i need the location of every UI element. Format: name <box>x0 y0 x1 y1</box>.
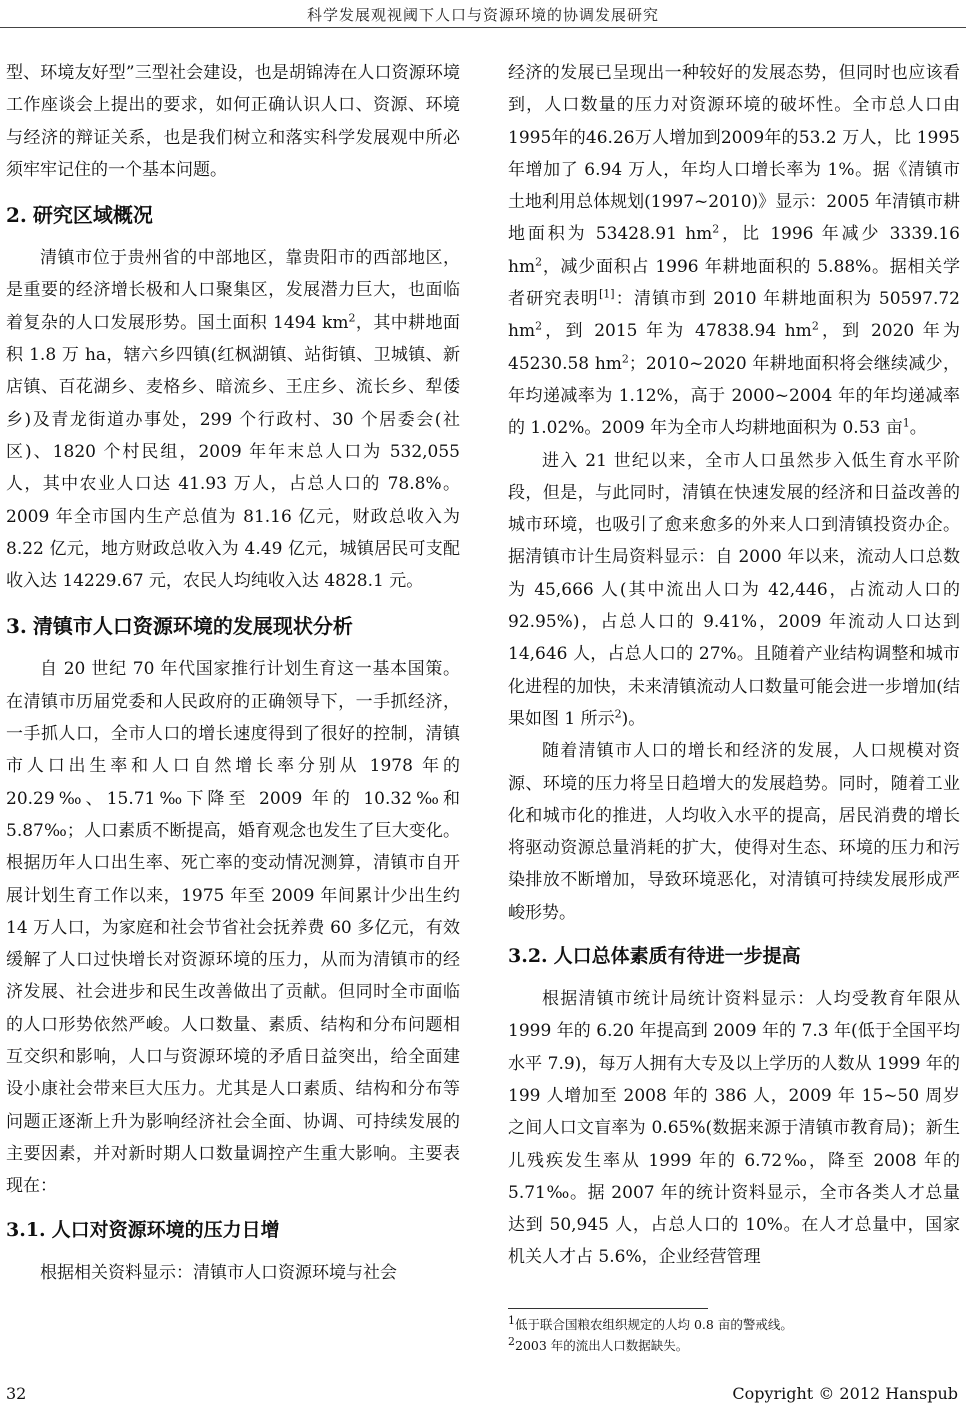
text-run: ，比 1996 年减少 3339.16 hm <box>508 224 960 277</box>
paragraph-region-overview <box>6 242 460 597</box>
footnote-rule <box>508 1308 708 1309</box>
text-run: ；2010~2020 年耕地面积将会继续减少，年均递减率为 1.12%，高于 2000~2004 年的年均递减率的 1.02%。2009 年为全市人均耕地面积为 0.53 亩 <box>508 353 960 439</box>
section-title: 清镇市人口资源环境的发展现状分析 <box>32 614 353 639</box>
footnote-2 <box>508 1335 960 1356</box>
superscript: 2 <box>621 352 629 366</box>
superscript: 2 <box>535 255 543 269</box>
header-rule <box>0 27 966 28</box>
copyright: Copyright © 2012 Hanspub <box>732 1384 958 1403</box>
section-title: 人口对资源环境的压力日增 <box>51 1218 280 1241</box>
left-column <box>6 57 460 1289</box>
text-run: ，减少面积占 1996 年耕地面积的 5.88%。据相关学者研究表明 <box>508 256 960 310</box>
right-column <box>508 57 960 1274</box>
footnote-1 <box>508 1314 960 1335</box>
footnote-text: 低于联合国粮农组织规定的人均 0.8 亩的警戒线。 <box>515 1317 793 1332</box>
footnote-ref[interactable]: 1 <box>902 416 910 430</box>
text-run: ，到 2015 年为 47838.94 hm <box>542 321 812 342</box>
section-number: 2. <box>6 203 27 228</box>
text-run: )。 <box>621 708 646 729</box>
running-header: 科学发展观视阈下人口与资源环境的协调发展研究 <box>306 6 659 24</box>
footnote-mark: 2 <box>508 1334 515 1348</box>
footnote-ref[interactable]: 2 <box>614 707 622 721</box>
paragraph-pressure-start: 根据相关资料显示：清镇市人口资源环境与社会 <box>40 1262 397 1283</box>
paragraph-education: 根据清镇市统计局统计资料显示：人均受教育年限从 1999 年的 6.20 年提高到 2009 年的 7.3 年(低于全国平均水平 7.9)，每万人拥有大专及以上学历的人数从 1999 年的 199 人增加至 2008 年的 386 人，2009 年 15~50 周岁之间人口文盲率为 0.65%(数据来源于清镇市教育局)；新生儿残疾发生率从 1999 年的 6.72‰，降至 2008 年的 5.71‰。据 2007 年的统计资料显示，全市各类人才总量达到 50,945 人，占总人口的 10%。在人才总量中，国家机关人才占 5.6%，企业经营管理 <box>508 989 960 1268</box>
citation-link[interactable]: [1] <box>598 287 615 301</box>
section-title: 研究区域概况 <box>32 203 153 228</box>
footnote-mark: 1 <box>508 1313 515 1327</box>
paragraph-land-use <box>508 57 960 445</box>
text-run: 。 <box>909 418 927 439</box>
text-run: 清镇市位于贵州省的中部地区，靠贵阳市的西部地区，是重要的经济增长极和人口聚集区，发展潜力巨大，也面临着复杂的人口发展形势。国土面积 1494 km <box>6 248 460 333</box>
section-2-heading <box>6 200 460 230</box>
section-3-2-heading <box>508 941 960 971</box>
paragraph-continuation: 型、环境友好型”三型社会建设，也是胡锦涛在人口资源环境工作座谈会上提出的要求，如何正确认识人口、资源、环境与经济的辩证关系，也是我们树立和落实科学发展观中所必须牢牢记住的一个基本问题。 <box>6 63 460 180</box>
section-3-heading <box>6 611 460 641</box>
superscript: 2 <box>712 222 720 236</box>
section-title: 人口总体素质有待进一步提高 <box>553 945 801 968</box>
section-number: 3. <box>6 614 27 639</box>
paragraph-family-planning: 自 20 世纪 70 年代国家推行计划生育这一基本国策。在清镇市历届党委和人民政府的正确领导下，一手抓经济，一手抓人口，全市人口的增长速度得到了很好的控制，清镇市人口出生率和人口自然增长率分别从 1978 年的 20.29‰、15.71‰下降至 2009 年的 10.32‰和 5.87‰；人口素质不断提高，婚育观念也发生了巨大变化。根据历年人口出生率、死亡率的变动情况测算，清镇市自开展计划生育工作以来，1975 年至 2009 年间累计少出生约 14 万人口，为家庭和社会节省社会抚养费 60 多亿元，有效缓解了人口过快增长对资源环境的压力，从而为清镇市的经济发展、社会进步和民生改善做出了贡献。但同时全市面临的人口形势依然严峻。人口数量、素质、结构和分布问题相互交织和影响，人口与资源环境的矛盾日益突出，给全面建设小康社会带来巨大压力。尤其是人口素质、结构和分布等问题正逐渐上升为影响经济社会全面、协调、可持续发展的主要因素，并对新时期人口数量调控产生重大影响。主要表现在： <box>6 659 460 1197</box>
superscript: 2 <box>348 311 356 325</box>
footnotes <box>508 1314 960 1356</box>
page-number: 32 <box>6 1384 27 1403</box>
section-number: 3.2. <box>508 945 548 968</box>
superscript: 2 <box>811 319 819 333</box>
text-run: 进入 21 世纪以来，全市人口虽然步入低生育水平阶段，但是，与此同时，清镇在快速发展的经济和日益改善的城市环境，也吸引了愈来愈多的外来人口到清镇投资办企。据清镇市计生局资料显示：自 2000 年以来，流动人口总数为 45,666 人(其中流出人口为 42,446，占流动人口的 92.95%)，占总人口的 9.41%，2009 年流动人口达到 14,646 人，占总人口的 27%。且随着产业结构调整和城市化进程的加快，未来清镇流动人口数量可能会进一步增加(结果如图 1 所示 <box>508 450 960 729</box>
text-run: ，其中耕地面积 1.8 万 ha，辖六乡四镇(红枫湖镇、站街镇、卫城镇、新店镇、百花湖乡、麦格乡、暗流乡、王庄乡、流长乡、犁倭乡)及青龙街道办事处，299 个行政村、30 个居委会(社区)、1820 个村民组，2009 年年末总人口为 532,055 人，其中农业人口达 41.93 万人，占总人口的 78.8%。2009 年全市国内生产总值为 81.16 亿元，财政总收入为 8.22 亿元，地方财政总收入为 4.49 亿元，城镇居民可支配收入达 14229.67 元，农民人均纯收入达 4828.1 元。 <box>6 312 460 592</box>
paragraph-pressure-trend: 随着清镇市人口的增长和经济的发展，人口规模对资源、环境的压力将呈日趋增大的发展趋势。同时，随着工业化和城市化的推进，人均收入水平的提高，居民消费的增长将驱动资源总量消耗的扩大，使得对生态、环境的压力和污染排放不断增加，导致环境恶化，对清镇可持续发展形成严峻形势。 <box>508 741 960 923</box>
paragraph-migration <box>508 445 960 736</box>
text-run: 经济的发展已呈现出一种较好的发展态势，但同时也应该看到，人口数量的压力对资源环境的破坏性。全市总人口由1995年的46.26万人增加到2009年的53.2 万人，比 1995 年增加了 6.94 万人，年均人口增长率为 1%。据《清镇市土地利用总体规划(1997~2010)》显示：2005 年清镇市耕地面积为 53428.91 hm <box>508 63 960 245</box>
text-run: ：清镇市到 2010 年耕地面积为 50597.72 hm <box>508 289 960 342</box>
section-3-1-heading <box>6 1215 460 1245</box>
text-run: ，到 2020 年为 45230.58 hm <box>508 321 960 374</box>
superscript: 2 <box>535 319 543 333</box>
section-number: 3.1. <box>6 1218 46 1241</box>
footnote-text: 2003 年的流出人口数据缺失。 <box>515 1338 689 1353</box>
